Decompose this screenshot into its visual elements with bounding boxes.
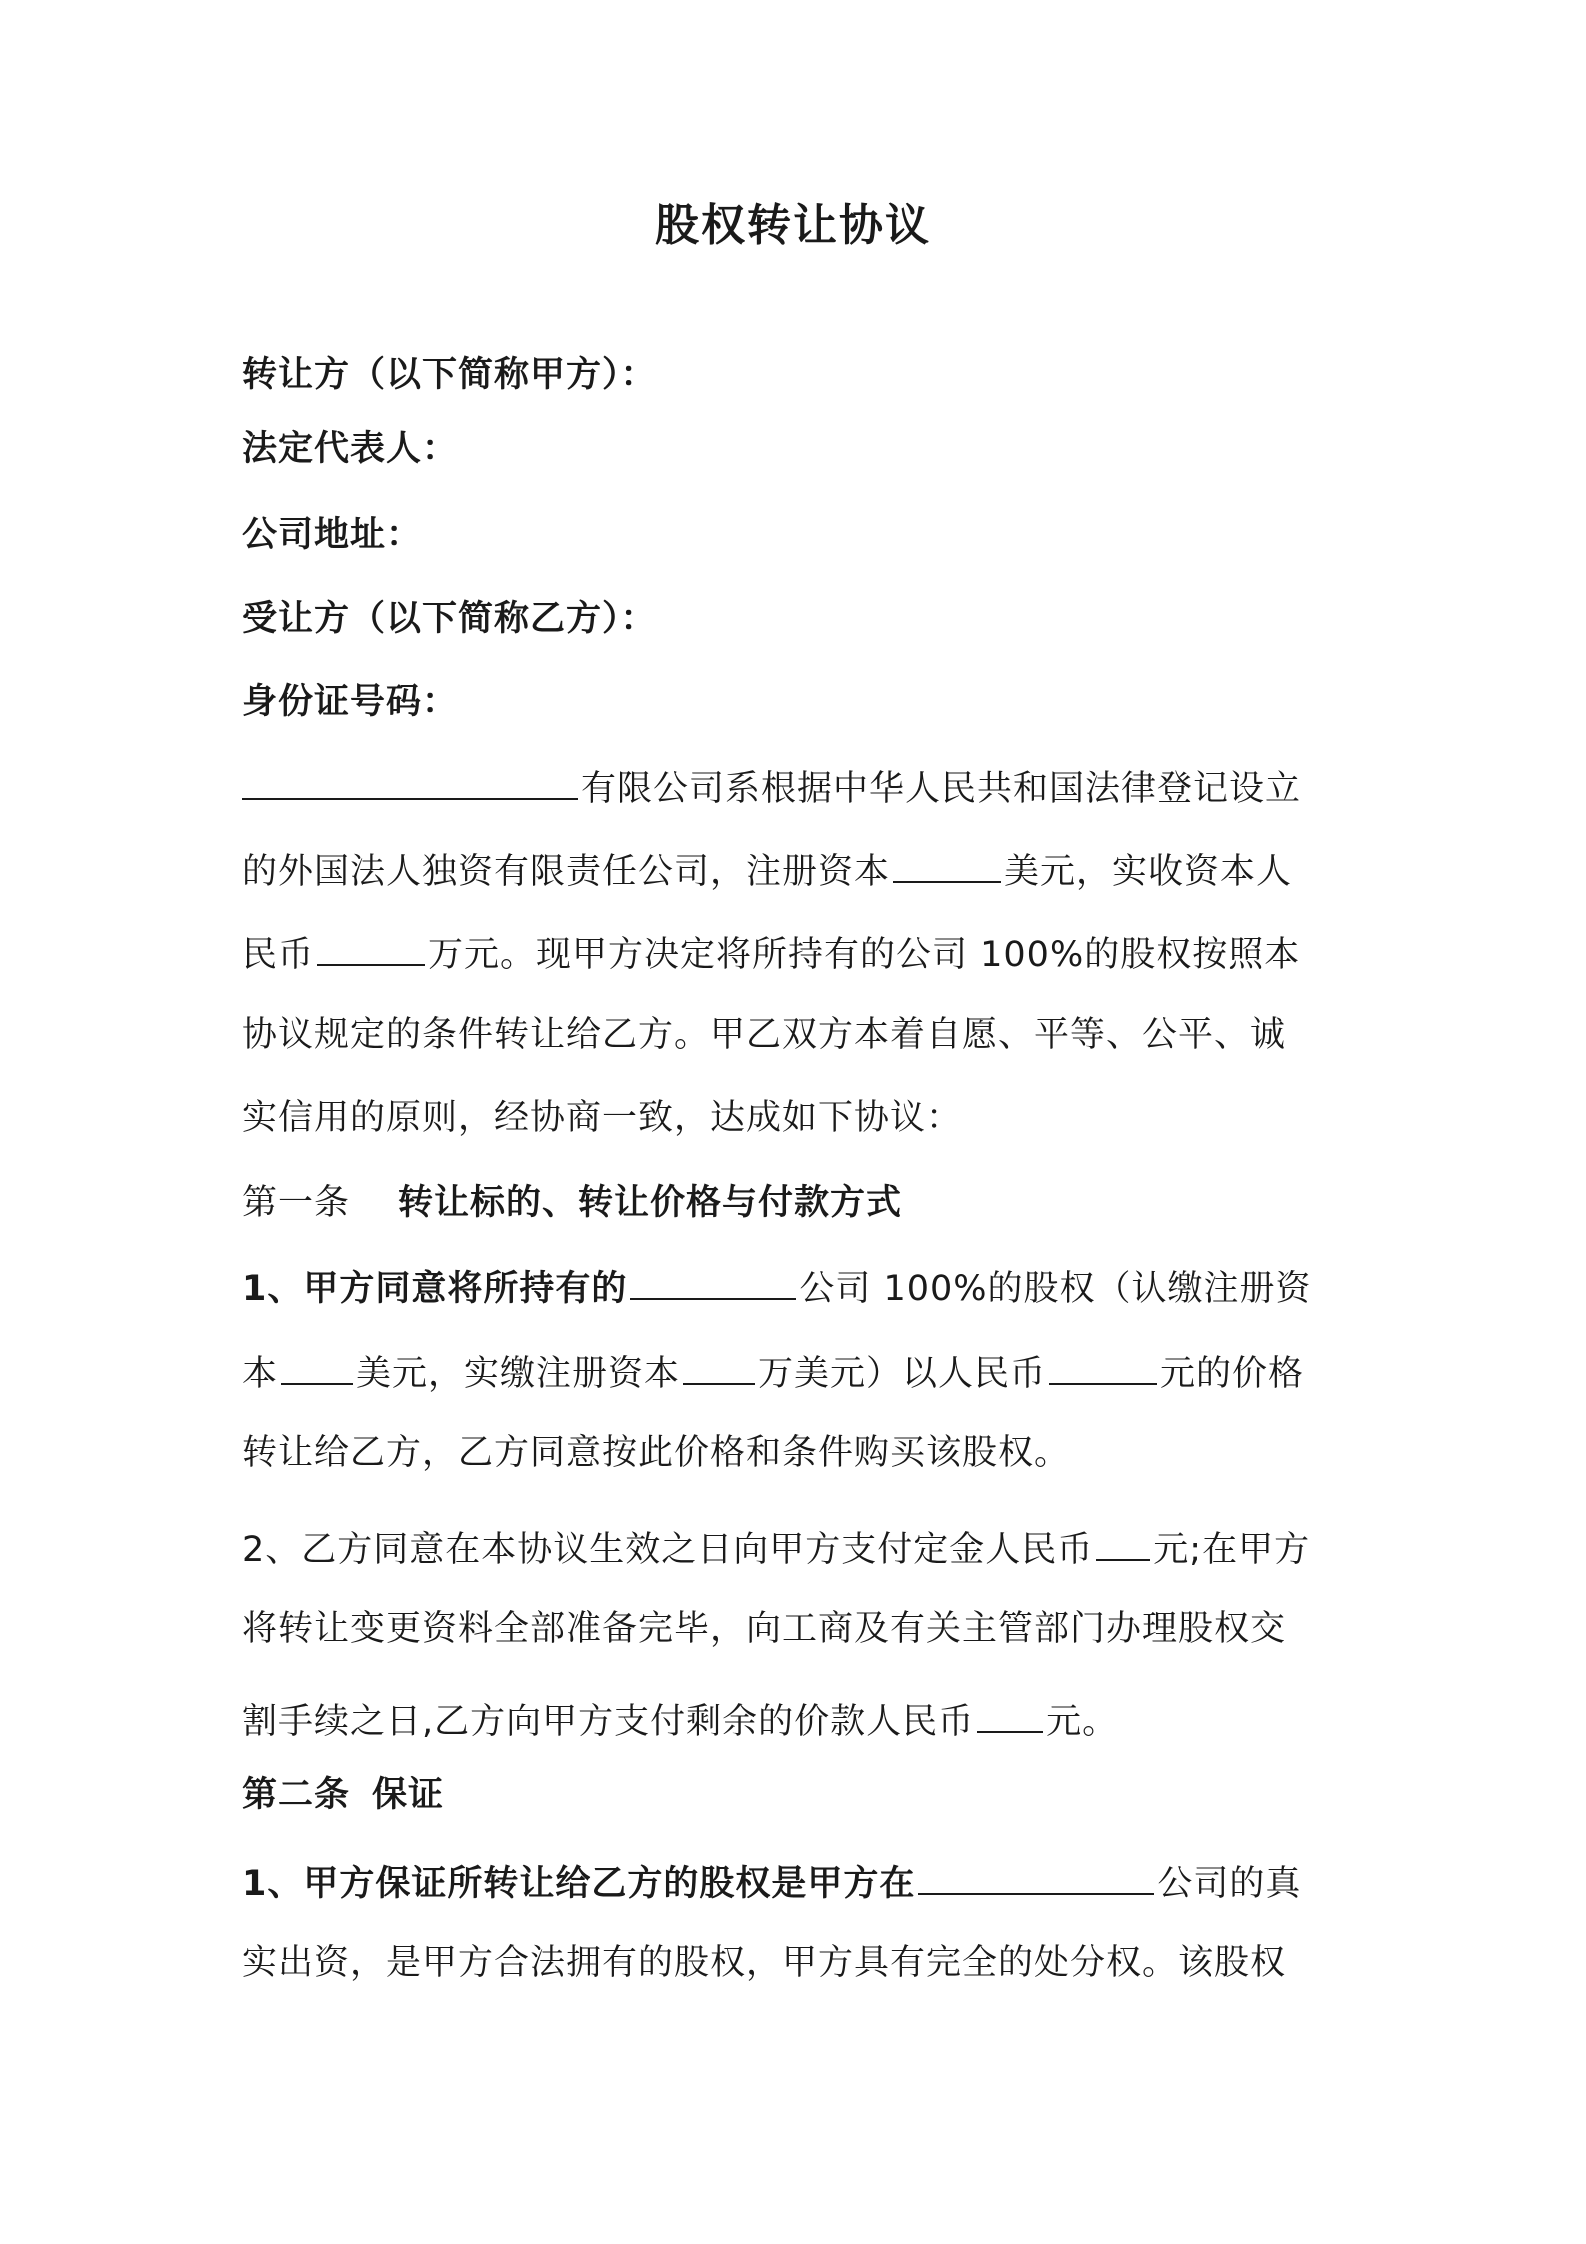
transferee-label: 受让方（以下简称乙方）： <box>242 599 657 639</box>
clause-text: 公司 100%的股权（认缴注册资 <box>799 1269 1312 1309</box>
article-heading: 保证 <box>372 1775 445 1815</box>
legal-rep-label: 法定代表人： <box>242 429 459 469</box>
company-name-blank[interactable] <box>242 760 578 800</box>
article-number: 第一条 <box>242 1183 351 1223</box>
preamble-line-2 <box>242 843 1292 897</box>
registered-capital-blank[interactable] <box>893 843 1001 883</box>
preamble-line-1 <box>242 760 1301 814</box>
article-1-clause-1-line-3: 转让给乙方，乙方同意按此价格和条件购买该股权。 <box>242 1433 1071 1473</box>
transferor-label: 转让方（以下简称甲方）： <box>242 355 657 395</box>
article-2-heading <box>242 1770 444 1820</box>
clause-text: 美元，实缴注册资本 <box>356 1354 681 1394</box>
clause-text: 万美元）以人民币 <box>758 1354 1047 1394</box>
article-1-clause-2-line-3 <box>242 1693 1118 1747</box>
article-number: 第二条 <box>242 1775 351 1815</box>
clause-text: 2、乙方同意在本协议生效之日向甲方支付定金人民币 <box>242 1530 1094 1570</box>
preamble-text: 万元。现甲方决定将所持有的公司 100%的股权按照本 <box>428 935 1301 975</box>
deposit-blank[interactable] <box>1096 1521 1150 1561</box>
company-blank[interactable] <box>630 1260 796 1300</box>
preamble-text: 的外国法人独资有限责任公司，注册资本 <box>242 852 891 892</box>
address-label: 公司地址： <box>242 515 423 555</box>
price-blank[interactable] <box>1049 1345 1157 1385</box>
clause-text: 1、甲方同意将所持有的 <box>242 1269 628 1309</box>
clause-text: 元。 <box>1046 1702 1119 1742</box>
preamble-text: 有限公司系根据中华人民共和国法律登记设立 <box>581 769 1302 809</box>
article-1-clause-1-line-1 <box>242 1260 1312 1314</box>
clause-text: 元的价格 <box>1160 1354 1305 1394</box>
clause-text: 1、甲方保证所转让给乙方的股权是甲方在 <box>242 1864 916 1904</box>
clause-text: 本 <box>242 1354 279 1394</box>
preamble-text: 美元，实收资本人 <box>1004 852 1293 892</box>
article-2-clause-1-line-1 <box>242 1855 1301 1909</box>
balance-blank[interactable] <box>977 1693 1043 1733</box>
article-1-clause-1-line-2 <box>242 1345 1304 1399</box>
article-heading: 转让标的、转让价格与付款方式 <box>398 1183 903 1223</box>
clause-text: 元;在甲方 <box>1153 1530 1311 1570</box>
paid-in-capital-blank[interactable] <box>683 1345 755 1385</box>
preamble-line-4: 协议规定的条件转让给乙方。甲乙双方本着自愿、平等、公平、诚 <box>242 1015 1287 1055</box>
article-1-clause-2-line-1 <box>242 1521 1310 1575</box>
document-title: 股权转让协议 <box>655 200 931 251</box>
preamble-text: 民币 <box>242 935 315 975</box>
article-2-clause-1-line-2: 实出资，是甲方合法拥有的股权，甲方具有完全的处分权。该股权 <box>242 1943 1287 1983</box>
article-1-heading <box>242 1178 902 1228</box>
id-number-label: 身份证号码： <box>242 682 459 722</box>
paid-capital-blank[interactable] <box>317 926 425 966</box>
preamble-line-5: 实信用的原则，经协商一致，达成如下协议： <box>242 1098 963 1138</box>
clause-text: 割手续之日,乙方向甲方支付剩余的价款人民币 <box>242 1702 975 1742</box>
clause-text: 公司的真 <box>1157 1864 1302 1904</box>
preamble-line-3 <box>242 926 1300 980</box>
company-blank[interactable] <box>918 1855 1154 1895</box>
subscribed-capital-blank[interactable] <box>281 1345 353 1385</box>
article-1-clause-2-line-2: 将转让变更资料全部准备完毕，向工商及有关主管部门办理股权交 <box>242 1609 1287 1649</box>
